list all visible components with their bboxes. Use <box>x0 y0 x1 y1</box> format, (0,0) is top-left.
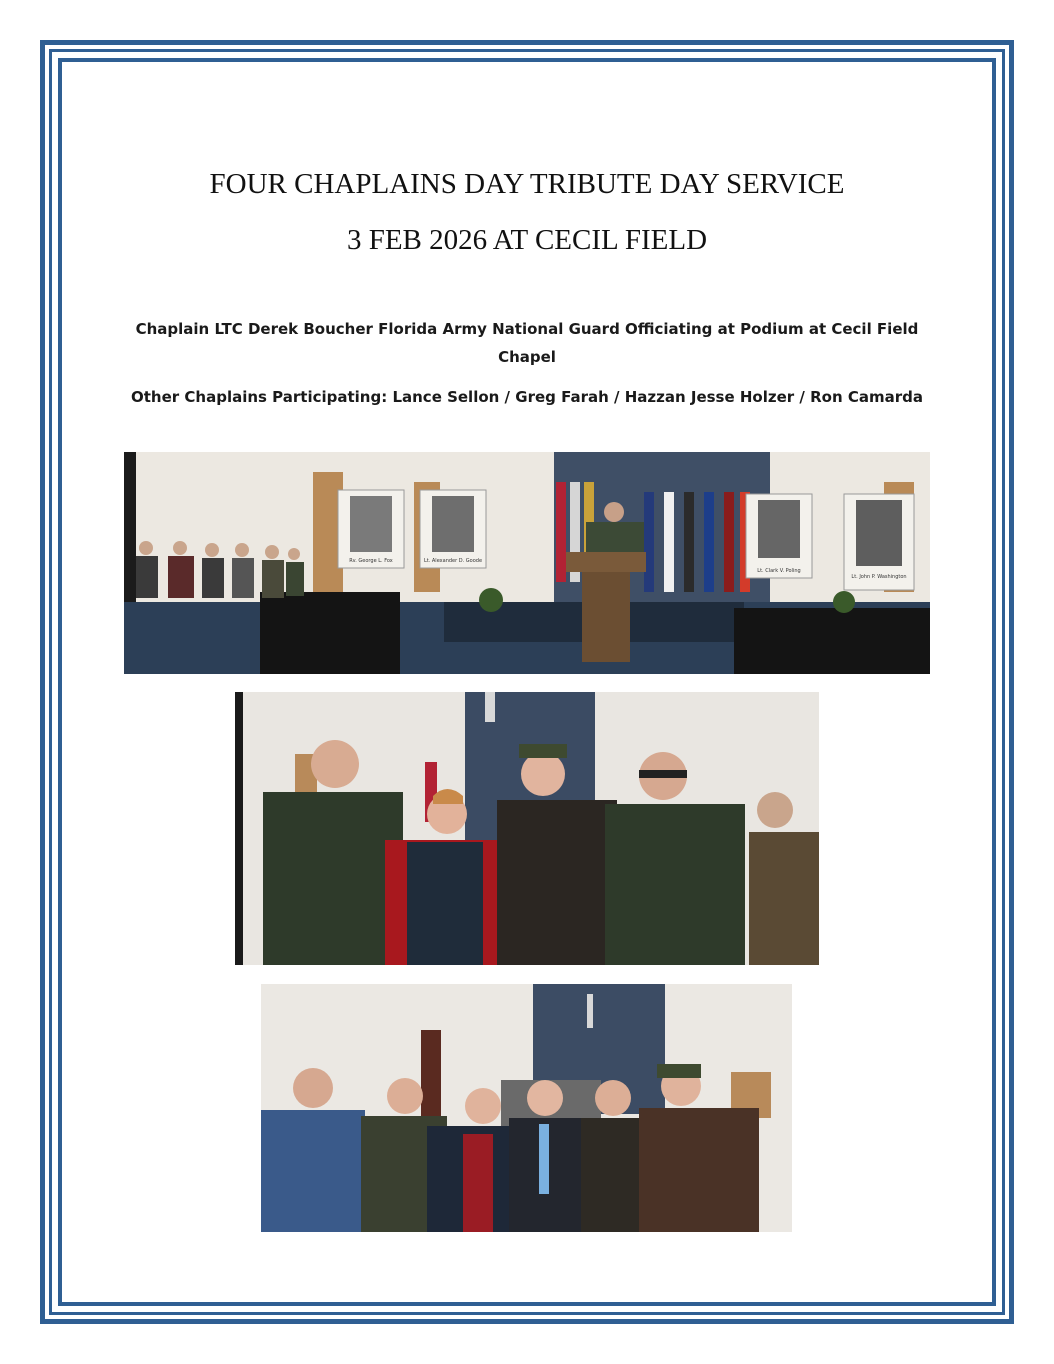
page-subtitle: 3 FEB 2026 AT CECIL FIELD <box>346 224 708 256</box>
participants-caption: Other Chaplains Participating: Lance Sellon / Greg Farah / Hazzan Jesse Holzer / Ron Camarda <box>131 388 923 406</box>
page-title: FOUR CHAPLAINS DAY TRIBUTE DAY SERVICE <box>209 168 845 200</box>
officiant-caption: Chaplain LTC Derek Boucher Florida Army National Guard Officiating at Podium at Cecil Field Chapel <box>135 320 919 366</box>
group-photo-six <box>261 984 792 1232</box>
ceremony-photo <box>124 452 930 674</box>
portrait-label-poling: Lt. Clark V. Poling <box>757 568 801 574</box>
portrait-label-goode: Lt. Alexander D. Goode <box>423 558 483 564</box>
portrait-label-washington: Lt. John P. Washington <box>851 574 907 580</box>
portrait-label-fox: Rv. George L. Fox <box>349 558 393 564</box>
group-photo-officers <box>235 692 819 965</box>
